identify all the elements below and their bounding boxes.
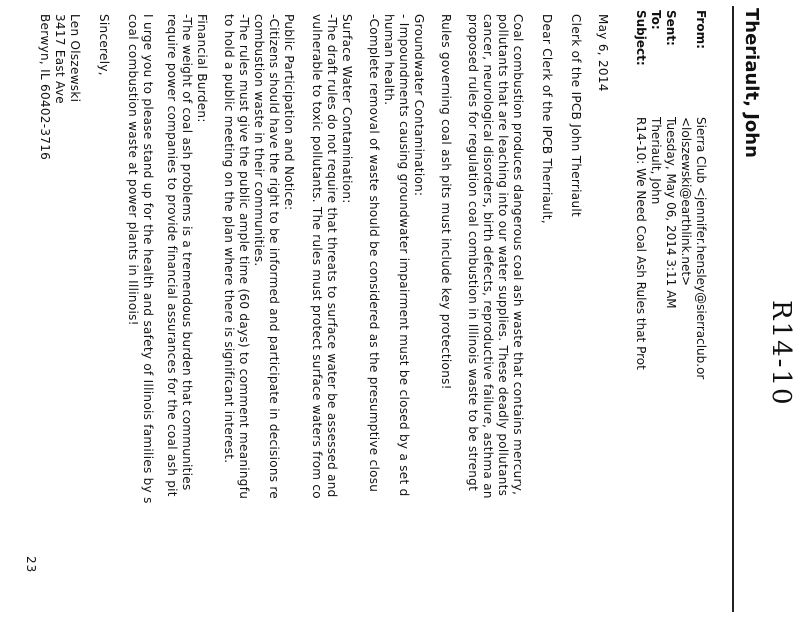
urge-line: I urge you to please stand up for the health and safety of Illinois families by s [141, 14, 155, 504]
sent-label: Sent: [664, 10, 678, 46]
surface-water-line: vulnerable to toxic pollutants. The rules must protect surface waters from co [310, 14, 324, 499]
subject-label: Subject: [634, 10, 648, 66]
letter-salutation: Dear Clerk of the IPCB Therriault, [540, 14, 554, 224]
letter-closing: Sincerely, [97, 14, 111, 76]
groundwater-line: - Impoundments causing groundwater impairment must be closed by a set d [397, 14, 411, 497]
surface-water-line: -The draft rules do not require that threats to surface water be assessed and [325, 14, 339, 498]
from-value: Sierra Club <jennifer.hensley@sierraclub.or [694, 117, 708, 380]
signature-street: 3417 East Ave [53, 14, 67, 104]
sender-name-heading: Theriault, John [741, 8, 762, 158]
signature-city: Berwyn, IL 60402-3716 [38, 14, 52, 161]
letter-date: May 6, 2014 [596, 14, 610, 92]
financial-line: -The weight of coal ash problems is a tremendous burden that communities [180, 14, 194, 491]
intro-line: pollutants that are leaching into our water supplies. These deadly pollutants [496, 14, 510, 497]
participation-heading: Public Participation and Notice: [282, 14, 296, 211]
docket-number: R14-10 [766, 300, 796, 407]
letter-recipient: Clerk of the IPCB John Therriault [569, 14, 583, 217]
participation-line: combustion waste in their communities. [252, 14, 266, 267]
financial-line: require power companies to provide financial assurances for the coal ash pit [165, 14, 179, 497]
participation-line: to hold a public meeting on the plan where there is significant interest. [222, 14, 236, 464]
page-number: 23 [24, 556, 38, 574]
subject-value: R14-10: We Need Coal Ash Rules that Prot [634, 117, 648, 370]
from-email: <lolszewski@earthlink.net> [679, 117, 693, 287]
header-divider [732, 6, 734, 612]
participation-line: -Citizens should have the right to be informed and participate in decisions re [267, 14, 281, 500]
financial-heading: Financial Burden: [195, 14, 209, 123]
groundwater-line: human health. [382, 14, 396, 106]
groundwater-line: -Complete removal of waste should be considered as the presumptive closu [367, 14, 381, 493]
from-label: From: [694, 10, 708, 49]
to-label: To: [649, 10, 663, 30]
participation-line: -The rules must give the public ample time (60 days) to comment meaningfu [237, 14, 251, 500]
to-value: Theriault, John [649, 117, 663, 205]
rules-statement: Rules governing coal ash pits must include key protections! [439, 14, 453, 390]
intro-line: Coal combustion produces dangerous coal ash waste that contains mercury, [511, 14, 525, 496]
signature-name: Len Olszewski [68, 14, 82, 103]
intro-line: proposed rules for regulation coal combustion in Illinois waste to be strengt [466, 14, 480, 492]
urge-line: coal combustion waste at power plants in Illinois! [126, 14, 140, 326]
surface-water-heading: Surface Water Contamination: [340, 14, 354, 204]
groundwater-heading: Groundwater Contamination: [412, 14, 426, 197]
intro-line: cancer, neurological disorders, birth defects, reproductive failure, asthma an [481, 14, 495, 499]
sent-value: Tuesday, May 06, 2014 3:11 AM [664, 117, 678, 309]
